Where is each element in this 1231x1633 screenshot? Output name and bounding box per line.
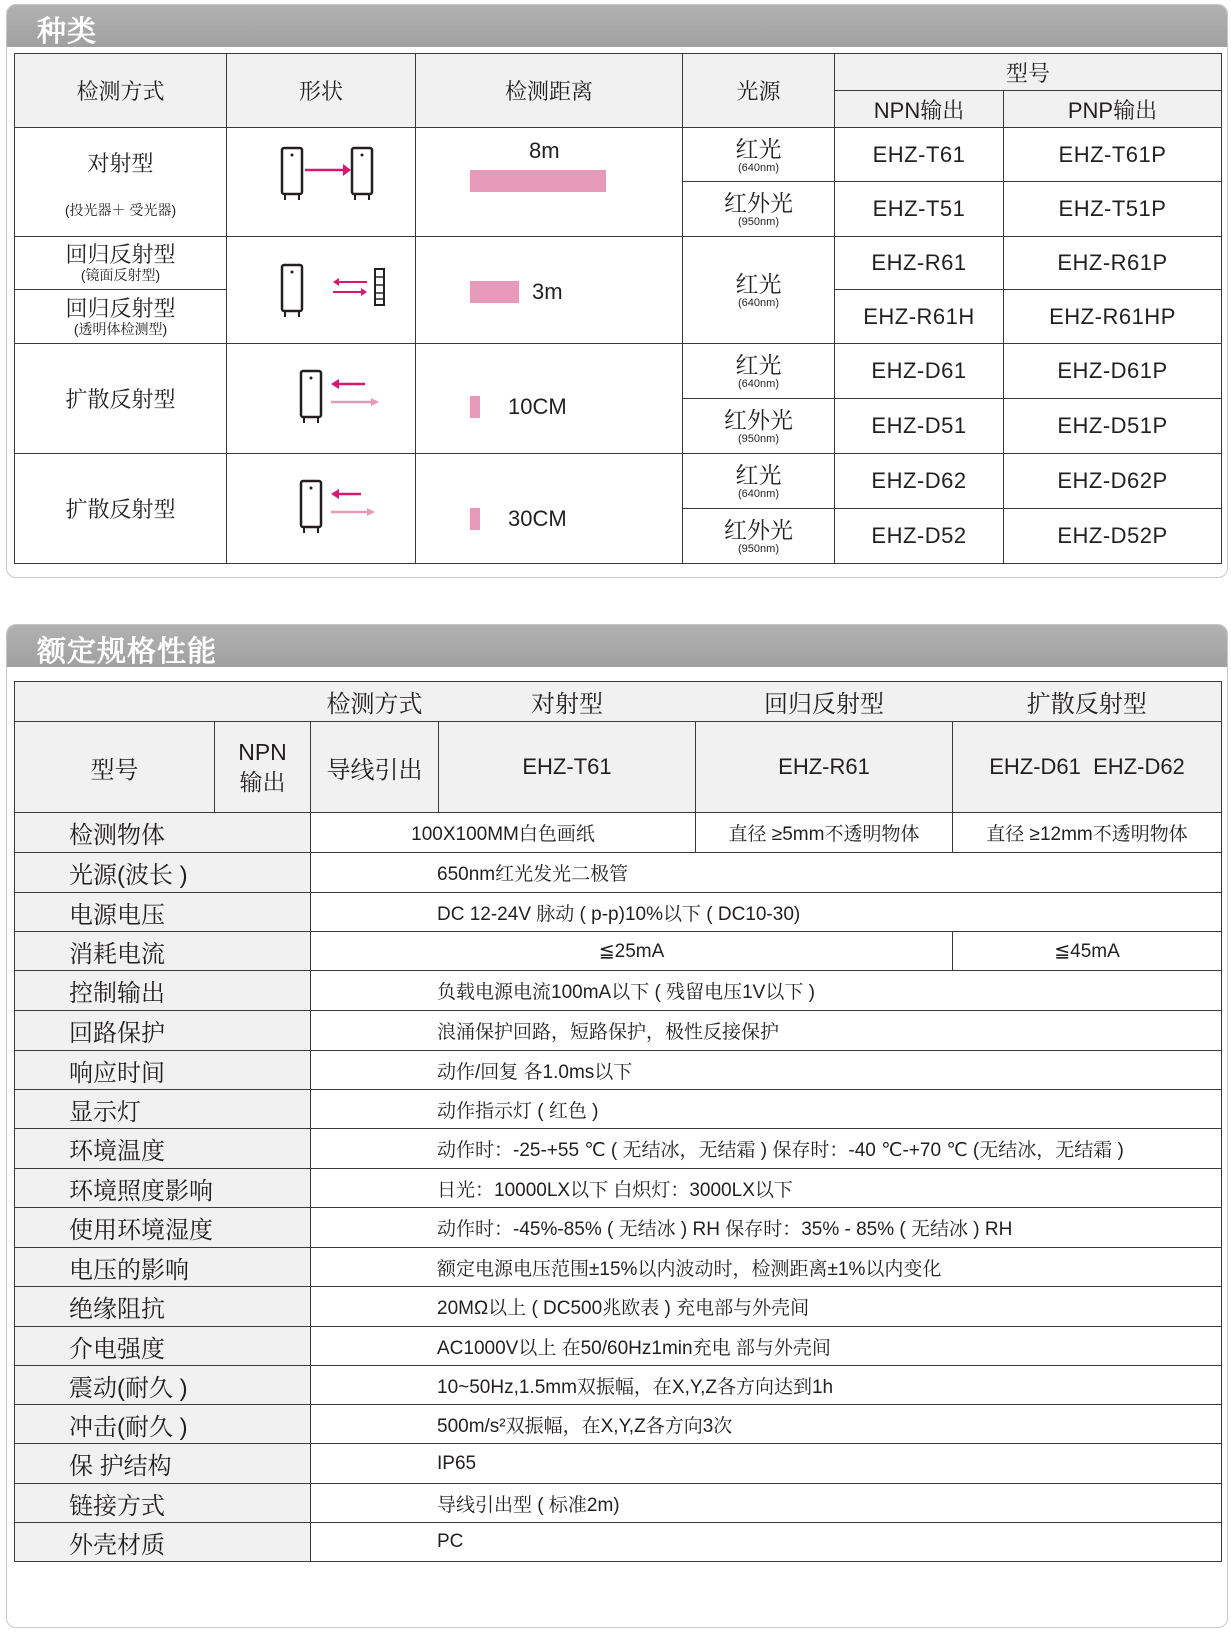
header-npn: NPN输出 xyxy=(835,91,1004,128)
header-pnp: PNP输出 xyxy=(1004,91,1222,128)
spec-header-blank xyxy=(15,682,311,722)
spec-model-through: EHZ-T61 xyxy=(439,722,696,813)
header-distance: 检测距离 xyxy=(416,54,683,128)
header-source: 光源 xyxy=(683,54,835,128)
spec-label: 链接方式 xyxy=(15,1484,311,1523)
spec-object-diffuse: 直径 ≥12mm不透明物体 xyxy=(953,813,1222,853)
spec-header-retro: 回归反射型 xyxy=(696,682,953,722)
diffuse-source-red: 红光 (640nm) xyxy=(683,344,835,399)
spec-value: 10~50Hz,1.5mm双振幅，在X,Y,Z各方向达到1h xyxy=(311,1366,1222,1405)
specs-table xyxy=(14,681,1222,1562)
spec-current-main: ≦25mA xyxy=(311,932,953,971)
diffuse-range-bar-2 xyxy=(470,508,480,530)
spec-value: AC1000V以上 在50/60Hz1min充电 部与外壳间 xyxy=(311,1327,1222,1366)
retro-distance: 3m xyxy=(532,279,563,304)
spec-object-retro: 直径 ≥5mm不透明物体 xyxy=(696,813,953,853)
spec-row xyxy=(15,893,1222,932)
diffuse-reflective-icon xyxy=(227,454,416,563)
spec-value: 20MΩ以上 ( DC500兆欧表 ) 充电部与外壳间 xyxy=(311,1287,1222,1327)
spec-label: 冲击(耐久 ) xyxy=(15,1405,311,1444)
spec-model-diffuse: EHZ-D61 EHZ-D62 xyxy=(953,722,1222,813)
model-npn: EHZ-D61 xyxy=(835,344,1004,399)
model-npn: EHZ-D62 xyxy=(835,454,1004,509)
spec-row xyxy=(15,1405,1222,1444)
spec-header-method: 检测方式 xyxy=(311,682,439,722)
spec-label: 电压的影响 xyxy=(15,1248,311,1287)
header-shape: 形状 xyxy=(227,54,416,128)
through-beam-icon xyxy=(227,128,416,237)
diffuse-source-red: 红光 (640nm) xyxy=(683,454,835,509)
through-range-bar xyxy=(470,170,606,192)
through-sub: (投光器＋ 受光器) xyxy=(64,201,177,218)
spec-value: 动作时：-25-+55 ℃ ( 无结冰，无结霜 ) 保存时：-40 ℃-+70 ℃ (无结冰，无结霜 ) xyxy=(311,1129,1222,1169)
spec-value: 500m/s²双振幅，在X,Y,Z各方向3次 xyxy=(311,1405,1222,1444)
spec-label: 震动(耐久 ) xyxy=(15,1366,311,1405)
diffuse-source-ir: 红外光 (950nm) xyxy=(683,399,835,454)
diffuse-distance-2: 30CM xyxy=(508,506,567,531)
types-header-bar xyxy=(7,5,1227,47)
spec-label: 回路保护 xyxy=(15,1011,311,1051)
model-npn: EHZ-R61 xyxy=(835,237,1004,290)
diffuse-shape-2 xyxy=(227,454,416,564)
spec-label: 显示灯 xyxy=(15,1090,311,1129)
spec-row xyxy=(15,1327,1222,1366)
spec-row xyxy=(15,1287,1222,1327)
through-shape xyxy=(227,128,416,237)
spec-row xyxy=(15,1208,1222,1248)
spec-label: 绝缘阻抗 xyxy=(15,1287,311,1327)
through-source-red: 红光 (640nm) xyxy=(683,128,835,182)
group-through xyxy=(15,128,227,237)
spec-value: 动作时：-45%-85% ( 无结冰 ) RH 保存时：35% - 85% ( 无结冰 ) RH xyxy=(311,1208,1222,1248)
spec-label: 外壳材质 xyxy=(15,1523,311,1562)
retro-shape xyxy=(227,237,416,344)
model-pnp: EHZ-D51P xyxy=(1004,399,1222,454)
retro-source: 红光 (640nm) xyxy=(683,237,835,344)
through-name: 对射型 xyxy=(87,150,154,176)
spec-label: 环境照度影响 xyxy=(15,1169,311,1208)
model-npn: EHZ-D51 xyxy=(835,399,1004,454)
group-retro-transparent: 回归反射型 (透明体检测型) xyxy=(15,290,227,344)
spec-model-label: 型号 xyxy=(15,722,215,813)
spec-npn-label: NPN 输出 xyxy=(215,722,311,813)
model-pnp: EHZ-T51P xyxy=(1004,182,1222,237)
spec-value: 负载电源电流100mA以下 ( 残留电压1V以下 ) xyxy=(311,971,1222,1011)
spec-value: 650nm红光发光二极管 xyxy=(311,853,1222,893)
spec-value: 导线引出型 ( 标准2m) xyxy=(311,1484,1222,1523)
group-diffuse-1: 扩散反射型 xyxy=(15,344,227,454)
model-pnp: EHZ-R61HP xyxy=(1004,290,1222,344)
spec-label: 响应时间 xyxy=(15,1051,311,1090)
spec-label: 保 护结构 xyxy=(15,1444,311,1484)
spec-label: 环境温度 xyxy=(15,1129,311,1169)
spec-row xyxy=(15,971,1222,1011)
spec-value: PC xyxy=(311,1523,1222,1562)
types-title: 种类 xyxy=(37,14,98,48)
spec-label: 消耗电流 xyxy=(15,932,311,971)
model-pnp: EHZ-D52P xyxy=(1004,509,1222,564)
spec-label: 使用环境湿度 xyxy=(15,1208,311,1248)
header-method: 检测方式 xyxy=(15,54,227,128)
spec-value: DC 12-24V 脉动 ( p-p)10%以下 ( DC10-30) xyxy=(311,893,1222,932)
spec-model-retro: EHZ-R61 xyxy=(696,722,953,813)
spec-row xyxy=(15,1484,1222,1523)
spec-row xyxy=(15,1366,1222,1405)
spec-header-diffuse: 扩散反射型 xyxy=(953,682,1222,722)
spec-value: 动作/回复 各1.0ms以下 xyxy=(311,1051,1222,1090)
spec-row xyxy=(15,1169,1222,1208)
diffuse-source-ir: 红外光 (950nm) xyxy=(683,509,835,564)
spec-current-diffuse: ≦45mA xyxy=(953,932,1222,971)
spec-label: 检测物体 xyxy=(15,813,311,853)
group-retro-mirror: 回归反射型 (镜面反射型) xyxy=(15,237,227,290)
spec-row xyxy=(15,1051,1222,1090)
spec-label: 控制输出 xyxy=(15,971,311,1011)
spec-row xyxy=(15,853,1222,893)
spec-row xyxy=(15,1523,1222,1562)
spec-header-through: 对射型 xyxy=(439,682,696,722)
model-pnp: EHZ-D61P xyxy=(1004,344,1222,399)
spec-row xyxy=(15,1011,1222,1051)
diffuse-distance-1: 10CM xyxy=(508,394,567,419)
spec-object-through: 100X100MM白色画纸 xyxy=(311,813,696,853)
spec-value: 日光：10000LX以下 白炽灯：3000LX以下 xyxy=(311,1169,1222,1208)
header-model: 型号 xyxy=(835,54,1222,91)
through-distance: 8m xyxy=(529,138,560,163)
through-distance-cell xyxy=(416,128,683,237)
through-source-ir: 红外光 (950nm) xyxy=(683,182,835,237)
model-npn: EHZ-T61 xyxy=(835,128,1004,182)
retro-distance-cell xyxy=(416,237,683,344)
model-pnp: EHZ-R61P xyxy=(1004,237,1222,290)
diffuse-range-bar-1 xyxy=(470,396,480,418)
spec-row xyxy=(15,1090,1222,1129)
model-npn: EHZ-T51 xyxy=(835,182,1004,237)
specs-title: 额定规格性能 xyxy=(37,634,218,668)
model-npn: EHZ-D52 xyxy=(835,509,1004,564)
model-npn: EHZ-R61H xyxy=(835,290,1004,344)
spec-value: 额定电源电压范围±15%以内波动时，检测距离±1%以内变化 xyxy=(311,1248,1222,1287)
specs-header-bar xyxy=(7,625,1227,667)
model-pnp: EHZ-D62P xyxy=(1004,454,1222,509)
spec-value: 浪涌保护回路，短路保护，极性反接保护 xyxy=(311,1011,1222,1051)
types-table xyxy=(14,53,1222,564)
spec-value: 动作指示灯 ( 红色 ) xyxy=(311,1090,1222,1129)
retro-reflective-icon xyxy=(227,237,416,344)
spec-wire-label: 导线引出 xyxy=(311,722,439,813)
diffuse-distance-cell-1 xyxy=(416,344,683,454)
model-pnp: EHZ-T61P xyxy=(1004,128,1222,182)
spec-row xyxy=(15,1444,1222,1484)
spec-label: 电源电压 xyxy=(15,893,311,932)
group-diffuse-2: 扩散反射型 xyxy=(15,454,227,564)
diffuse-shape-1 xyxy=(227,344,416,454)
spec-row xyxy=(15,1248,1222,1287)
diffuse-reflective-icon xyxy=(227,344,416,453)
spec-row xyxy=(15,1129,1222,1169)
retro-range-bar xyxy=(470,281,519,303)
spec-value: IP65 xyxy=(311,1444,1222,1484)
spec-label: 光源(波长 ) xyxy=(15,853,311,893)
diffuse-distance-cell-2 xyxy=(416,454,683,564)
spec-label: 介电强度 xyxy=(15,1327,311,1366)
